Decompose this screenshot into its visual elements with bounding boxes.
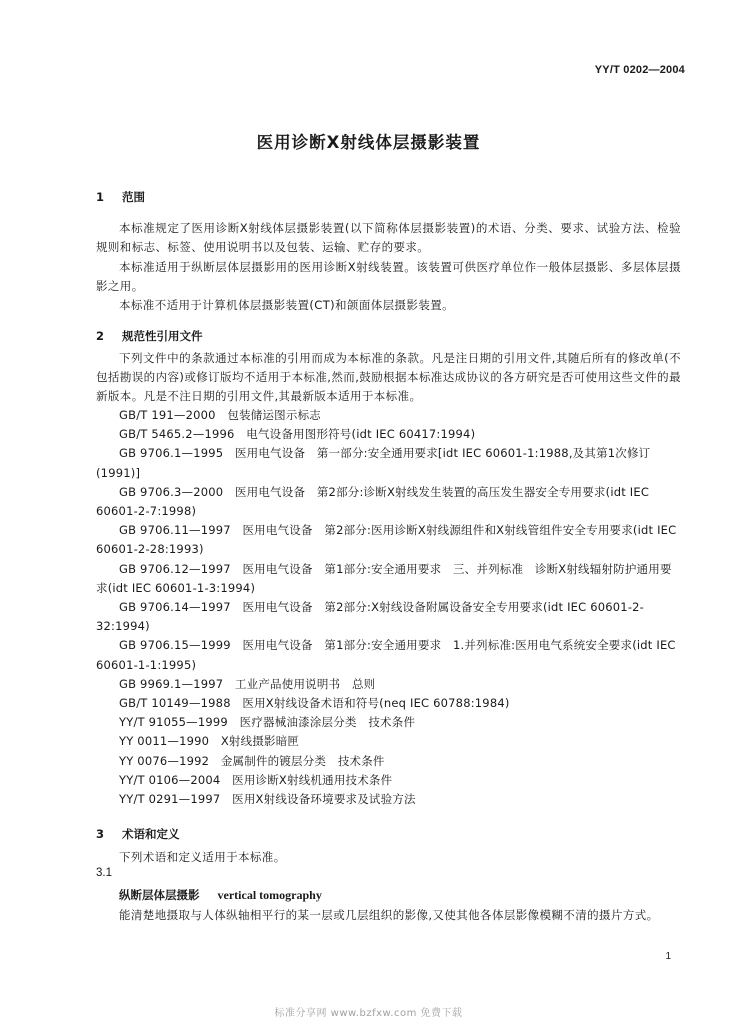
term-english: vertical tomography	[217, 888, 322, 902]
reference-item: GB/T 5465.2—1996 电气设备用图形符号(idt IEC 60417:1994)	[119, 427, 476, 442]
section-title: 规范性引用文件	[122, 329, 203, 343]
reference-item: GB/T 10149—1988 医用X射线设备术语和符号(neq IEC 60788:1984)	[119, 696, 510, 711]
reference-item: YY/T 0291—1997 医用X射线设备环境要求及试验方法	[119, 792, 416, 807]
reference-item: GB 9706.14—1997 医用电气设备 第2部分:X射线设备附属设备安全专用要求(idt IEC 60601-2-32:1994)	[96, 600, 645, 634]
reference-item: GB 9706.3—2000 医用电气设备 第2部分:诊断X射线发生装置的高压发生器安全专用要求(idt IEC 60601-2-7:1998)	[96, 484, 650, 519]
section-number: 3	[96, 827, 105, 841]
watermark: 标准分享网 www.bzfxw.com 免费下载	[274, 1008, 463, 1019]
clause-number: 3.1	[96, 867, 112, 879]
section-title: 术语和定义	[122, 827, 180, 841]
scope-paragraph-2: 本标准适用于纵断层体层摄影用的医用诊断X射线装置。该装置可供医疗单位作一般体层摄影、多层体层摄影之用。	[96, 260, 681, 294]
reference-item: YY 0076—1992 金属制件的镀层分类 技术条件	[119, 753, 385, 768]
standard-code: YY/T 0202—2004	[594, 64, 685, 76]
section-heading-scope	[96, 189, 145, 205]
section-heading-terms	[96, 826, 180, 842]
reference-item: GB 9706.11—1997 医用电气设备 第2部分:医用诊断X射线源组件和X射线管组件安全专用要求(idt IEC 60601-2-28:1993)	[96, 523, 677, 557]
scope-paragraph-1: 本标准规定了医用诊断X射线体层摄影装置(以下简称体层摄影装置)的术语、分类、要求、试验方法、检验规则和标志、标签、使用说明书以及包装、运输、贮存的要求。	[96, 221, 681, 255]
reference-item: YY 0011—1990 X射线摄影暗匣	[119, 734, 300, 749]
term-heading	[119, 887, 322, 903]
term-definition: 能清楚地摄取与人体纵轴相平行的某一层或几层组织的影像,又使其他各体层影像模糊不清的摄片方式。	[119, 908, 659, 922]
reference-item: YY/T 0106—2004 医用诊断X射线机通用技术条件	[119, 772, 393, 787]
reference-item: YY/T 91055—1999 医疗器械油漆涂层分类 技术条件	[119, 715, 416, 730]
section-title: 范围	[122, 190, 146, 204]
scope-paragraph-3: 本标准不适用于计算机体层摄影装置(CT)和颌面体层摄影装置。	[119, 298, 455, 312]
term-chinese: 纵断层体层摄影	[119, 888, 200, 902]
terms-intro: 下列术语和定义适用于本标准。	[119, 850, 286, 864]
page-number: 1	[665, 951, 671, 962]
document-title: 医用诊断X射线体层摄影装置	[256, 133, 481, 152]
reference-item: GB 9706.15—1999 医用电气设备 第1部分:安全通用要求 1.并列标准:医用电气系统安全要求(idt IEC 60601-1-1:1995)	[96, 638, 676, 672]
reference-list	[96, 406, 681, 809]
normative-intro: 下列文件中的条款通过本标准的引用而成为本标准的条款。凡是注日期的引用文件,其随后所有的修改单(不包括勘误的内容)或修订版均不适用于本标准,然而,鼓励根据本标准达成协议的各方研究是否可使用这些文件的最新版本。凡是不注日期的引用文件,其最新版本适用于本标准。	[96, 351, 681, 404]
reference-item: GB 9969.1—1997 工业产品使用说明书 总则	[119, 676, 376, 691]
section-heading-normative	[96, 328, 203, 344]
reference-item: GB/T 191—2000 包装储运图示标志	[119, 408, 321, 422]
section-number: 2	[96, 329, 105, 343]
section-number: 1	[96, 190, 105, 204]
reference-item: GB 9706.12—1997 医用电气设备 第1部分:安全通用要求 三、并列标准 诊断X射线辐射防护通用要求(idt IEC 60601-1-3:1994)	[96, 561, 672, 595]
reference-item: GB 9706.1—1995 医用电气设备 第一部分:安全通用要求[idt IEC 60601-1:1988,及其第1次修订(1991)]	[96, 446, 651, 480]
